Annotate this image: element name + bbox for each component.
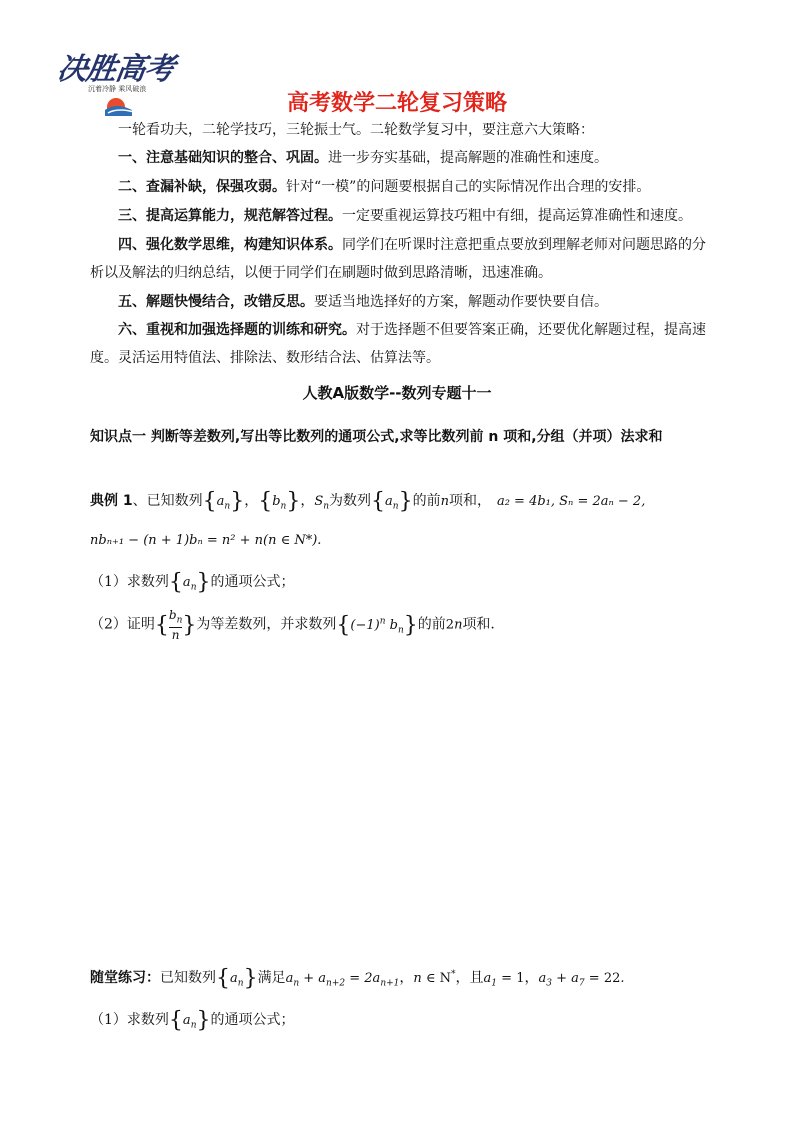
math-a1: $a_1 = 1$	[483, 971, 525, 989]
intro-paragraph: 一轮看功夫，二轮学技巧，三轮振士气。二轮数学复习中，要注意六大策略：	[118, 122, 594, 138]
question-text: 项和.	[462, 616, 495, 633]
practice-text: ，且	[455, 970, 484, 986]
example-1-question-1	[90, 570, 294, 595]
strategy-heading: 六、重视和加强选择题的训练和研究。	[118, 322, 356, 338]
practice-label: 随堂练习：	[90, 970, 160, 986]
strategy-1	[90, 144, 708, 172]
question-text: （1）求数列	[90, 574, 169, 590]
question-text: 为等差数列，并求数列	[196, 616, 337, 633]
strategy-text: 要适当地选择好的方案，解题动作要快要自信。	[314, 294, 608, 310]
question-text: （1）求数列	[90, 1012, 169, 1028]
math-seq-a: $\{a_n\}$	[216, 966, 258, 991]
strategy-heading: 五、解题快慢结合，改错反思。	[118, 294, 314, 310]
strategy-text: 对于选择题不但要答案正确，还要优化解题过程，提高速度。灵活运用特值法、排除法、数形结合法、估算法等。	[90, 322, 706, 366]
practice-question-1	[90, 1008, 294, 1033]
practice-text: ，	[524, 970, 539, 986]
math-frac-seq: { $\frac{b_n}{n}$ }	[154, 608, 197, 643]
math-condition: a₂ = 4b₁, Sₙ = 2aₙ − 2,	[496, 494, 646, 509]
strategy-2	[90, 173, 708, 201]
strategy-heading: 二、查漏补缺，保强攻弱。	[118, 179, 286, 195]
math-seq-a: $\{a_n\}$	[168, 1008, 211, 1033]
practice-text: ，	[399, 970, 414, 986]
example-text: ，	[300, 493, 315, 509]
example-label: 典例 1	[90, 493, 133, 509]
practice-text: 已知数列	[160, 970, 216, 986]
strategy-text: 同学们在听课时注意把重点要放到理解老师对问题思路的分析以及解法的归纳总结，以便于同学们在刷题时做到思路清晰，迅速准确。	[90, 237, 706, 281]
question-text: 的通项公式；	[210, 574, 295, 590]
example-text: 、已知数列	[132, 493, 203, 509]
example-text: 为数列	[329, 493, 372, 509]
strategy-5	[90, 288, 708, 316]
example-1-question-2	[90, 608, 495, 642]
page-title: 高考数学二轮复习策略	[286, 91, 507, 116]
math-alt-seq: {$(-1)^n$ $b_n$}	[336, 612, 418, 638]
example-text: ，	[244, 493, 259, 509]
strategy-3	[90, 202, 720, 230]
section-title: 人教A版数学--数列专题十一	[302, 384, 492, 402]
math-seq-b: $\{b_n\}$	[258, 489, 301, 514]
math-practice-recurrence: $a_n + a_{n+2} = 2a_{n+1}$	[285, 971, 400, 989]
practice-line-1	[90, 966, 625, 991]
strategy-text: 针对“一模”的问题要根据自己的实际情况作出合理的安排。	[286, 179, 651, 195]
question-text: （2）证明	[90, 616, 155, 633]
math-sn: $S_n$	[314, 494, 330, 512]
example-1-line-1	[90, 489, 645, 514]
math-seq-a: $\{a_n\}$	[168, 570, 211, 595]
knowledge-point-heading: 知识点一 判断等差数列,写出等比数列的通项公式,求等比数列前 n 项和,分组（并项）法求和	[90, 429, 663, 445]
example-text: 项和，	[448, 493, 491, 509]
math-seq-a: $\{a_n\}$	[202, 489, 245, 514]
math-2n: 2n	[445, 617, 463, 633]
strategy-heading: 三、提高运算能力，规范解答过程。	[118, 208, 342, 224]
strategy-text: 一定要重视运算技巧粗中有细，提高运算准确性和速度。	[342, 208, 692, 224]
example-text: 的前	[412, 493, 441, 509]
strategy-4	[90, 231, 708, 287]
question-text: 的通项公式；	[210, 1012, 295, 1028]
strategy-6	[90, 316, 708, 372]
example-1-line-2	[90, 532, 321, 548]
question-text: 的前	[417, 616, 446, 633]
logo-slogan: 沉着冷静 乘风破浪	[88, 85, 147, 93]
practice-text: 满足	[257, 970, 286, 986]
logo-text: 决胜高考	[55, 52, 176, 87]
math-seq-a: $\{a_n\}$	[371, 489, 413, 514]
strategy-text: 进一步夯实基础，提高解题的准确性和速度。	[328, 150, 608, 166]
math-n-in-n: n ∈ N*	[413, 969, 456, 986]
math-recurrence: nbₙ₊₁ − (n + 1)bₙ = n² + n(n ∈ N*).	[90, 533, 322, 548]
strategy-heading: 一、注意基础知识的整合、巩固。	[118, 150, 328, 166]
math-n: n	[440, 494, 449, 509]
math-a3-a7: $a_3 + a_7 = 22$.	[538, 971, 625, 989]
strategy-heading: 四、强化数学思维，构建知识体系。	[118, 237, 342, 253]
